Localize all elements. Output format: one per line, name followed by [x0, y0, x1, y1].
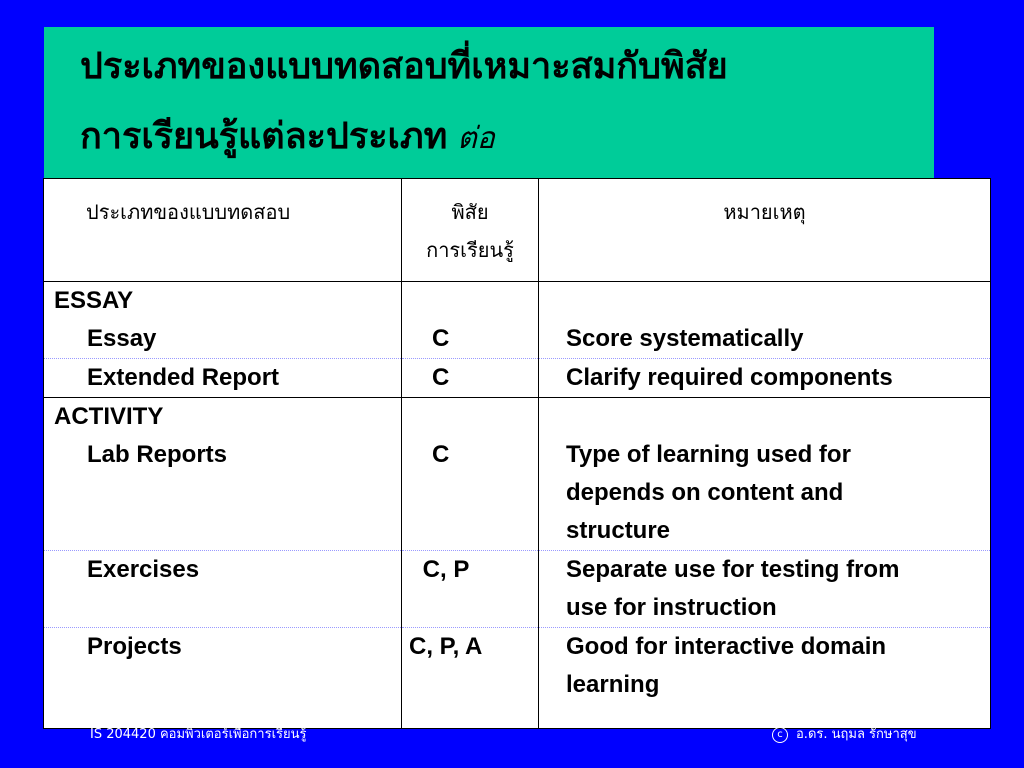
note-text: use for instruction: [566, 594, 777, 621]
title-box: [44, 27, 934, 182]
assessment-table: [43, 178, 991, 729]
test-type-name: Essay: [87, 325, 157, 352]
footer-author-block: [772, 723, 917, 744]
header-learning-domain: [402, 179, 539, 282]
header-note: หมายเหตุ: [539, 179, 991, 282]
test-type-name: Extended Report: [87, 364, 280, 391]
test-type-name: Lab Reports: [87, 441, 228, 468]
note-text: Clarify required components: [566, 364, 893, 391]
table-header-row: [44, 179, 991, 282]
table-row: [44, 359, 991, 398]
note-text: learning: [566, 671, 660, 698]
note-text: structure: [566, 517, 671, 544]
slide-title-line-2: [80, 115, 495, 161]
page-number: 25: [964, 706, 989, 728]
copyright-icon: c: [772, 727, 788, 743]
domain-value: C: [432, 364, 450, 391]
note-text: Type of learning used for: [566, 441, 851, 468]
slide-title-line-1: ประเภทของแบบทดสอบที่เหมาะสมกับพิสัย: [80, 46, 728, 87]
test-type-name: Projects: [87, 633, 182, 660]
domain-value: C, P: [416, 556, 470, 583]
table-row: [44, 551, 991, 628]
table-row: [44, 282, 991, 321]
domain-value: C: [432, 325, 450, 352]
footer-course: IS 204420 คอมพิวเตอร์เพื่อการเรียนรู้: [90, 727, 307, 742]
table-row: [44, 398, 991, 437]
table-row: [44, 628, 991, 729]
note-text: Separate use for testing from: [566, 556, 900, 583]
domain-value: C, P, A: [409, 633, 483, 660]
test-type-name: Exercises: [87, 556, 200, 583]
table-row: [44, 436, 991, 551]
header-test-type: ประเภทของแบบทดสอบ: [44, 179, 402, 282]
table-row: [44, 320, 991, 359]
domain-value: C: [432, 441, 450, 468]
header-domain-line-1: พิสัย: [451, 200, 489, 224]
note-text: depends on content and: [566, 479, 844, 506]
slide-title-line-2-text: การเรียนรู้แต่ละประเภท: [80, 116, 448, 157]
group-label-activity: ACTIVITY: [54, 403, 164, 430]
note-text: Score systematically: [566, 325, 804, 352]
header-domain-line-2: การเรียนรู้: [426, 238, 514, 262]
footer-author: อ.ดร. นฤมล รักษาสุข: [796, 727, 917, 742]
note-text: Good for interactive domain: [566, 633, 887, 660]
group-label-essay: ESSAY: [54, 287, 134, 314]
slide-title-continued: ต่อ: [457, 121, 495, 156]
